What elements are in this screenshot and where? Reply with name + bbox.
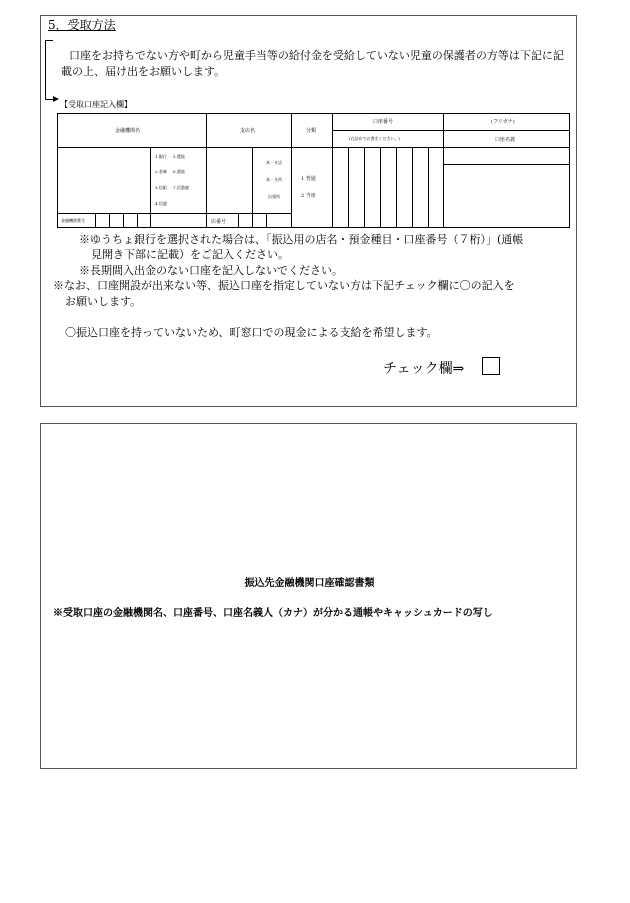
bank-type-option: 3.信組 xyxy=(155,185,167,190)
table-label: 【受取口座記入欄】 xyxy=(60,100,132,109)
branch-type-option: 本・支所 xyxy=(266,177,282,182)
receipt-method-section xyxy=(40,15,577,407)
yucho-note: ※ゆうちょ銀行を選択された場合は、「振込用の店名・預金種目・口座番号（７桁）」(通帳 xyxy=(79,233,524,246)
furigana-header: (フリガナ) xyxy=(491,119,515,125)
bank-type-option: 2.金庫 xyxy=(155,169,167,174)
account-number-header: 口座番号 xyxy=(373,119,394,125)
type-header: 分類 xyxy=(306,128,317,134)
no-account-note-cont: お願いします。 xyxy=(65,295,142,308)
attachment-description: ※受取口座の金融機関名、口座番号、口座名義人（カナ）が分かる通帳やキャッシュカードの写し xyxy=(53,608,493,619)
branch-type-option: 本・支店 xyxy=(266,160,282,165)
inactive-account-note: ※長期間入出金のない口座を記入しないでください。 xyxy=(79,264,343,277)
bank-name-header: 金融機関名 xyxy=(115,128,141,134)
bracket-line xyxy=(45,40,53,99)
bank-type-option: 4.信連 xyxy=(155,201,167,206)
intro-text: 口座をお持ちでない方や町から児童手当等の給付金を受給していない児童の保護者の方等は下記に記載の上、届け出をお願いします。 xyxy=(61,49,564,78)
no-account-note: ※なお、口座開設が出来ない等、振込口座を指定していない方は下記チェック欄に〇の記入を xyxy=(53,279,515,292)
check-box[interactable] xyxy=(482,357,500,375)
attachment-area xyxy=(40,423,577,769)
account-table xyxy=(57,113,570,228)
bank-code-label: 金融機関番号 xyxy=(61,218,85,223)
bank-type-option: 7.信漁連 xyxy=(173,185,189,190)
account-number-note: (右詰めでお書きください。) xyxy=(349,136,401,141)
account-type-option: 2 当座 xyxy=(301,193,316,199)
check-label: チェック欄⇒ xyxy=(383,361,465,377)
branch-type-option: 出張所 xyxy=(268,194,280,199)
cash-payment-option: 〇振込口座を持っていないため、町窓口での現金による支給を希望します。 xyxy=(65,326,438,339)
attachment-title: 振込先金融機関口座確認書類 xyxy=(244,578,375,589)
branch-code-label: 店番号 xyxy=(211,219,227,225)
section-title: 5．受取方法 xyxy=(48,18,116,32)
bank-type-option: 1.銀行 xyxy=(155,154,167,159)
branch-name-header: 支店名 xyxy=(240,128,256,134)
account-type-option: 1 普通 xyxy=(301,176,316,182)
bank-type-option: 5.農協 xyxy=(173,154,185,159)
yucho-note-cont: 見開き下部に記載）をご記入ください。 xyxy=(91,248,289,261)
bank-type-option: 6.漁協 xyxy=(173,169,185,174)
account-holder-header: 口座名義 xyxy=(495,137,516,143)
arrow-icon xyxy=(53,96,59,102)
